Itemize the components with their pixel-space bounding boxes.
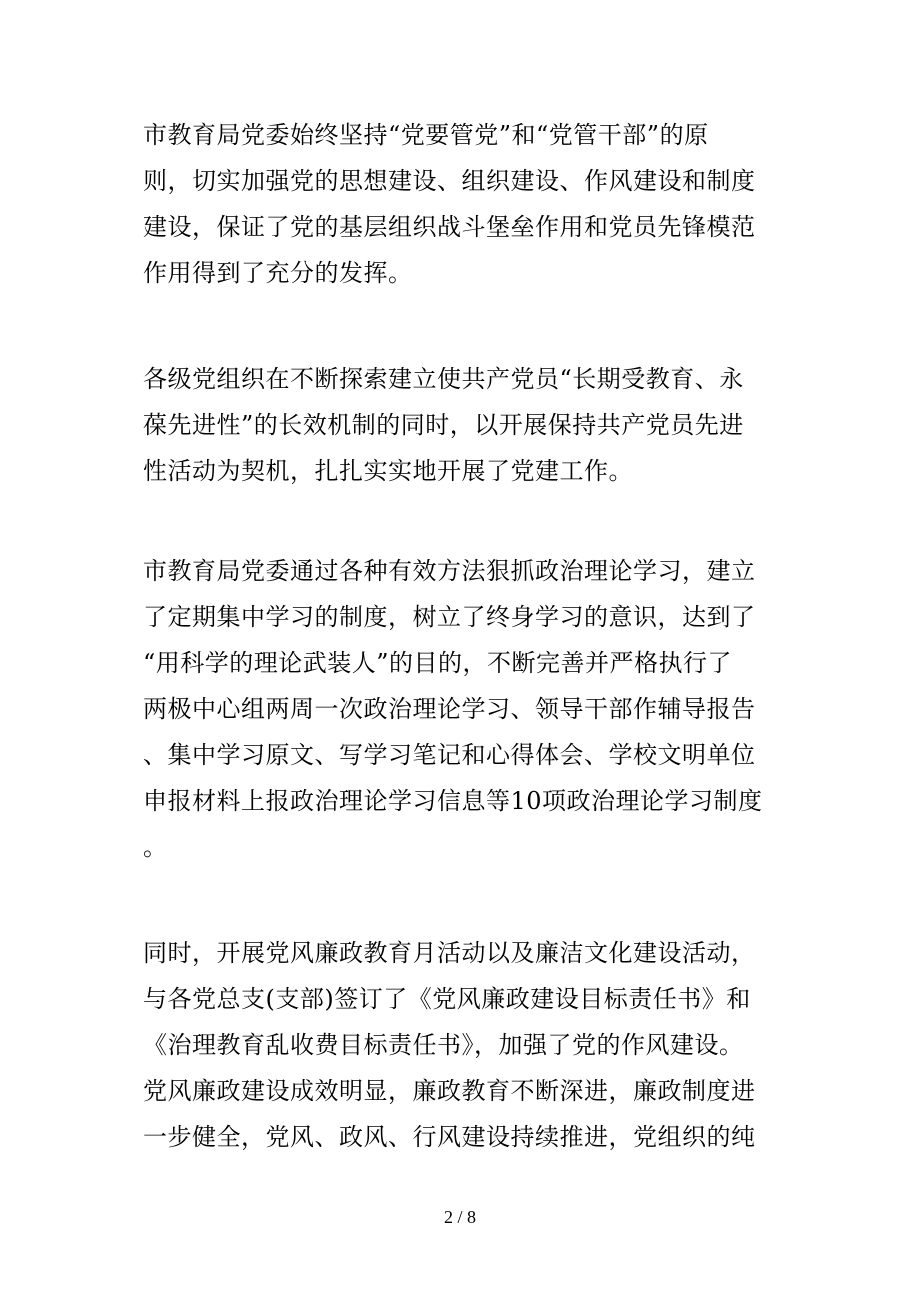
paragraph-4-line-3: 《治理教育乱收费目标责任书》，加强了党的作风建设。	[143, 1031, 744, 1059]
paragraph-3-line-6: 申报材料上报政治理论学习信息等10项政治理论学习制度	[143, 787, 763, 815]
page-number: 2 / 8	[443, 1207, 476, 1227]
paragraph-1-line-1: 市教育局党委始终坚持“党要管党”和“党管干部”的原	[143, 121, 709, 149]
paragraph-3-line-3: “用科学的理论武装人”的目的，不断完善并严格执行了	[143, 649, 733, 677]
paragraph-3-line-2: 了定期集中学习的制度，树立了终身学习的意识，达到了	[143, 603, 756, 631]
paragraph-2-line-2: 葆先进性”的长效机制的同时，以开展保持共产党员先进	[143, 411, 744, 439]
paragraph-3-line-1: 市教育局党委通过各种有效方法狠抓政治理论学习，建立	[143, 557, 756, 585]
paragraph-4-line-1: 同时，开展党风廉政教育月活动以及廉洁文化建设活动，	[143, 939, 756, 967]
paragraph-2-line-3: 性活动为契机，扎扎实实地开展了党建工作。	[143, 457, 633, 485]
paragraph-3-line-7: 。	[143, 833, 168, 861]
paragraph-3-line-5: 、集中学习原文、写学习笔记和心得体会、学校文明单位	[143, 741, 756, 769]
paragraph-4-line-5: 一步健全，党风、政风、行风建设持续推进，党组织的纯	[143, 1123, 756, 1151]
paragraph-1-line-3: 建设，保证了党的基层组织战斗堡垒作用和党员先锋模范	[143, 213, 756, 241]
paragraph-3-line-4: 两极中心组两周一次政治理论学习、领导干部作辅导报告	[143, 695, 756, 723]
paragraph-1-line-4: 作用得到了充分的发挥。	[143, 259, 413, 287]
paragraph-4-line-2: 与各党总支(支部)签订了《党风廉政建设目标责任书》和	[143, 985, 751, 1013]
paragraph-2-line-1: 各级党组织在不断探索建立使共产党员“长期受教育、永	[143, 365, 744, 393]
paragraph-4-line-4: 党风廉政建设成效明显，廉政教育不断深进，廉政制度进	[143, 1077, 756, 1105]
paragraph-1-line-2: 则，切实加强党的思想建设、组织建设、作风建设和制度	[143, 167, 756, 195]
